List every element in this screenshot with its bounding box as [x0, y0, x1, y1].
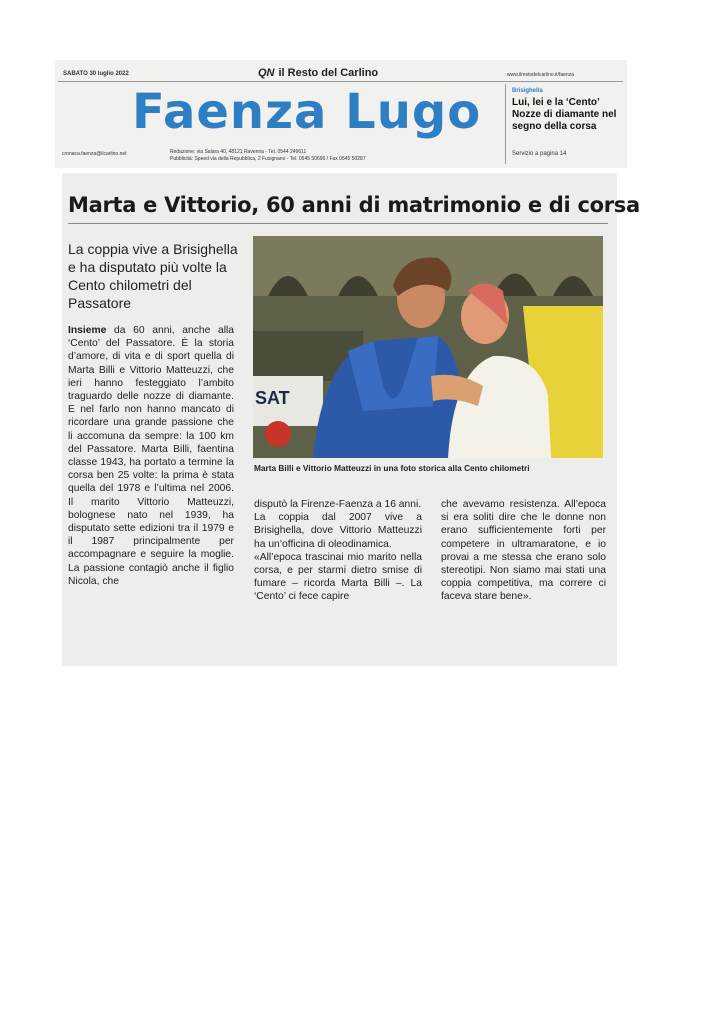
header-divider	[58, 81, 623, 82]
photo-illustration	[253, 236, 603, 458]
column-2-paragraph-2: La coppia dal 2007 vive a Brisighella, dove Vittorio Matteuzzi ha un’officina di oleodinamica.	[254, 512, 422, 550]
article-column-1	[68, 324, 234, 588]
photo-caption: Marta Billi e Vittorio Matteuzzi in una foto storica alla Cento chilometri	[254, 463, 530, 473]
column-2-paragraph-1: disputò la Firenze-Faenza a 16 anni.	[254, 499, 422, 510]
sidebar-headline: Lui, lei e la ‘Cento’ Nozze di diamante nel segno della corsa	[512, 97, 617, 132]
header-email: cronaca.faenza@ilcarlino.net	[62, 151, 127, 157]
article-title: Marta e Vittorio, 60 anni di matrimonio e di corsa	[68, 193, 640, 217]
paper-name-text: il Resto del Carlino	[278, 67, 379, 79]
edition-title: Faenza Lugo	[132, 84, 482, 140]
column-1-text: da 60 anni, anche alla ‘Cento’ del Passatore. È la storia d’amore, di vita e di sport quella di Marta Billi e Vittorio Matteuzzi, che ieri hanno festeggiato l’ambito traguardo delle nozze di diamante. E nel farlo non hanno mancato di ricordare una grande passione che li accomuna da sempre: la 100 km del Passatore. Marta Billi, faentina classe 1943, ha portato a termine la corsa ben 25 volte: la prima è stata quella del 1978 e l’ultima nel 2006. Il marito Vittorio Matteuzzi, bolognese nato nel 1939, ha disputato sette edizioni tra il 1979 e il 1987 principalmente per accompagnare e seguire la moglie. La passione contagiò anche il figlio Nicola, che	[68, 325, 234, 587]
qn-logo: QN	[258, 67, 275, 79]
article-subhead: La coppia vive a Brisighella e ha disputato più volte la Cento chilometri del Passatore	[68, 241, 238, 311]
lead-word: Insieme	[68, 325, 107, 336]
header-contact-info	[170, 149, 366, 163]
article-column-3	[441, 498, 606, 604]
header-date: SABATO 30 luglio 2022	[63, 71, 129, 77]
article-photo	[253, 236, 603, 458]
contact-line-advertising: Pubblicità: Speed via della Repubblica, 2 Fusignano - Tel. 0545 50696 / Fax 0545 50287	[170, 156, 366, 162]
column-1-paragraph	[68, 324, 234, 588]
sidebar-page-reference: Servizio a pagina 14	[512, 151, 567, 157]
contact-line-editorial: Redazione: via Salara 40, 48121 Ravenna - Tel. 0544 249611	[170, 149, 307, 155]
column-3-paragraph: che avevamo resistenza. All’epoca si era soliti dire che le donne non erano sufficientemente forti per competere in ultramaratone, e io provai a me stessa che erano solo stereotipi. Non siamo mai stati una coppia competitiva, ma correre ci faceva stare bene».	[441, 499, 606, 603]
sidebar-kicker: Brisighella	[512, 88, 543, 94]
column-2-paragraph-3: «All’epoca trascinai mio marito nella corsa, e per starmi dietro smise di fumare – ricorda Marta Billi –. La ‘Cento’ ci fece capire	[254, 551, 422, 603]
title-underline	[68, 223, 608, 224]
photo-sign-text: SAT	[255, 388, 290, 408]
header-website: www.ilrestodelcarlino.it/faenza	[507, 72, 574, 78]
article-column-2	[254, 498, 422, 604]
newspaper-name	[258, 67, 378, 79]
sidebar-divider	[505, 84, 506, 164]
